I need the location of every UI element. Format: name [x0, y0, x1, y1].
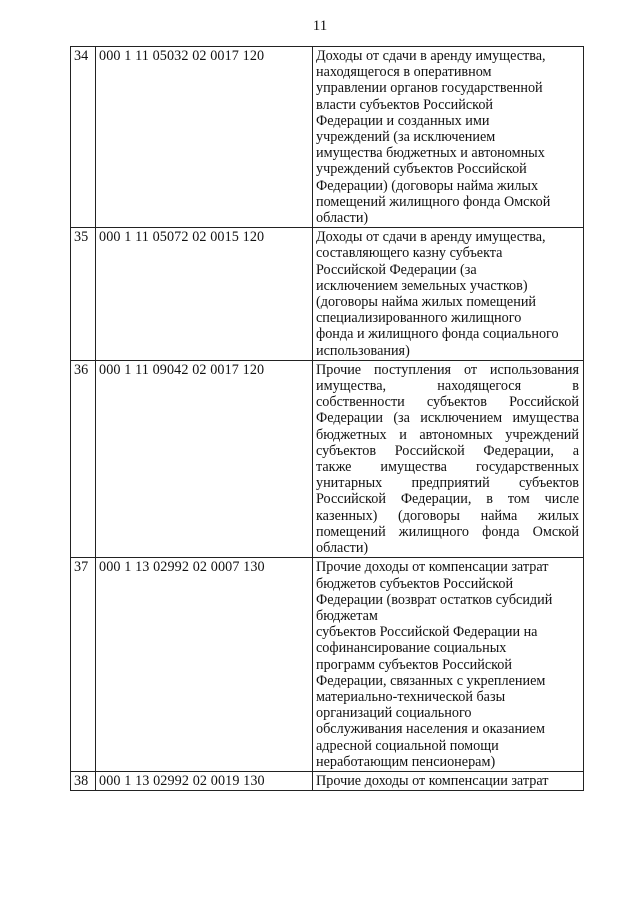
- description-line: Федерации (возврат остатков субсидий: [316, 591, 553, 608]
- description-line: также имущества государственных: [316, 459, 579, 476]
- description-line: использования): [316, 342, 410, 359]
- budget-code: 000 1 11 09042 02 0017 120: [96, 360, 313, 557]
- income-description: [313, 771, 584, 790]
- description-line: учреждений субъектов Российской: [316, 161, 527, 178]
- income-description: [313, 228, 584, 361]
- description-line: находящегося в оперативном: [316, 64, 492, 81]
- row-number: 38: [71, 771, 96, 790]
- description-line: программ субъектов Российской: [316, 656, 512, 673]
- description-line: обслуживания населения и оказанием: [316, 721, 545, 738]
- description-line: власти субъектов Российской: [316, 96, 494, 113]
- row-number: 34: [71, 47, 96, 228]
- description-line: Прочие доходы от компенсации затрат: [316, 559, 549, 576]
- description-line: Доходы от сдачи в аренду имущества,: [316, 48, 546, 64]
- revenue-codes-table: [70, 46, 584, 791]
- description-line: неработающим пенсионерам): [316, 753, 496, 770]
- income-description: [313, 360, 584, 557]
- row-number: 36: [71, 360, 96, 557]
- budget-code: 000 1 11 05072 02 0015 120: [96, 228, 313, 361]
- description-line: Доходы от сдачи в аренду имущества,: [316, 229, 546, 246]
- description-line: фонда и жилищного фонда социального: [316, 326, 559, 343]
- description-line: субъектов Российской Федерации на: [316, 624, 538, 641]
- description-line: области): [316, 210, 369, 227]
- description-line: имущества, находящегося в: [316, 378, 579, 395]
- description-line: Российской Федерации (за: [316, 261, 477, 278]
- description-line: учреждений (за исключением: [316, 129, 496, 146]
- description-line: области): [316, 540, 369, 557]
- description-line: помещений жилищного фонда Омской: [316, 193, 551, 210]
- description-line: помещений жилищного фонда Омской: [316, 523, 579, 540]
- description-line: управлении органов государственной: [316, 80, 543, 97]
- description-line: софинансирование социальных: [316, 640, 507, 657]
- description-line: бюджетных и автономных учреждений: [316, 426, 579, 443]
- description-line: Федерации, связанных с укреплением: [316, 672, 546, 689]
- table-row: [71, 47, 584, 228]
- description-line: бюджетов субъектов Российской: [316, 575, 514, 592]
- description-line: адресной социальной помощи: [316, 737, 499, 754]
- description-line: субъектов Российской Федерации, а: [316, 442, 579, 459]
- income-description: [313, 558, 584, 772]
- description-line: организаций социального: [316, 705, 472, 722]
- page-number: 11: [312, 18, 328, 34]
- description-line: Федерации) (договоры найма жилых: [316, 177, 539, 194]
- description-line: собственности субъектов Российской: [316, 394, 579, 411]
- description-line: бюджетам: [316, 607, 378, 624]
- description-line: Прочие поступления от использования: [316, 361, 579, 378]
- table-body: [71, 47, 584, 791]
- row-number: 35: [71, 228, 96, 361]
- table-row: [71, 771, 584, 790]
- description-line: унитарных предприятий субъектов: [316, 475, 579, 492]
- description-line: исключением земельных участков): [316, 277, 528, 294]
- description-line: имущества бюджетных и автономных: [316, 145, 545, 162]
- table-row: [71, 360, 584, 557]
- description-line: (договоры найма жилых помещений: [316, 294, 537, 311]
- budget-code: 000 1 11 05032 02 0017 120: [96, 47, 313, 228]
- table-row: [71, 558, 584, 772]
- income-description: [313, 47, 584, 228]
- description-line: Федерации (за исключением имущества: [316, 410, 579, 427]
- row-number: 37: [71, 558, 96, 772]
- description-line: Федерации и созданных ими: [316, 112, 490, 129]
- description-line: казенных) (договоры найма жилых: [316, 507, 579, 524]
- budget-code: 000 1 13 02992 02 0019 130: [96, 771, 313, 790]
- description-line: материально-технической базы: [316, 688, 506, 705]
- description-line: специализированного жилищного: [316, 310, 522, 327]
- description-line: составляющего казну субъекта: [316, 245, 503, 262]
- description-line: Прочие доходы от компенсации затрат: [316, 772, 549, 789]
- budget-code: 000 1 13 02992 02 0007 130: [96, 558, 313, 772]
- table-row: [71, 228, 584, 361]
- description-line: Российской Федерации, в том числе: [316, 491, 579, 508]
